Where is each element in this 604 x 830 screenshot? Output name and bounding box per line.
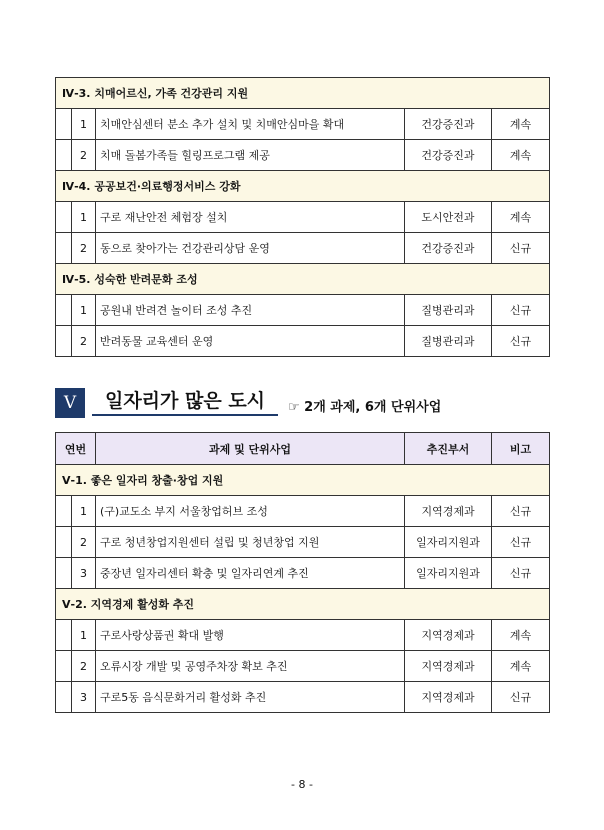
task-name: 반려동물 교육센터 운영 (96, 326, 405, 357)
remark: 계속 (492, 620, 550, 651)
page-number: - 8 - (291, 778, 313, 791)
section-row (56, 264, 550, 295)
chapter-subtitle: ☞ 2개 과제, 6개 단위사업 (288, 400, 442, 415)
indent-cell (56, 620, 72, 651)
row-number: 2 (72, 651, 96, 682)
table-row (56, 682, 550, 713)
project-table-chapter-5 (55, 432, 550, 713)
table-row (56, 295, 550, 326)
task-name: 구로5동 음식문화거리 활성화 추진 (96, 682, 405, 713)
task-name: 치매안심센터 분소 추가 설치 및 치매안심마을 확대 (96, 109, 405, 140)
row-number: 1 (72, 496, 96, 527)
table-row (56, 527, 550, 558)
department: 일자리지원과 (405, 558, 492, 589)
task-name: 동으로 찾아가는 건강관리상담 운영 (96, 233, 405, 264)
table-row (56, 496, 550, 527)
task-name: 구로 청년창업지원센터 설립 및 청년창업 지원 (96, 527, 405, 558)
remark: 계속 (492, 202, 550, 233)
department: 건강증진과 (405, 233, 492, 264)
task-name: 중장년 일자리센터 확충 및 일자리연계 추진 (96, 558, 405, 589)
indent-cell (56, 326, 72, 357)
remark: 신규 (492, 233, 550, 264)
indent-cell (56, 651, 72, 682)
indent-cell (56, 295, 72, 326)
project-table-chapter-4 (55, 77, 550, 357)
task-name: 공원내 반려견 놀이터 조성 추진 (96, 295, 405, 326)
indent-cell (56, 558, 72, 589)
task-name: 구로 재난안전 체험장 설치 (96, 202, 405, 233)
indent-cell (56, 233, 72, 264)
section-title: Ⅴ-2. 지역경제 활성화 추진 (56, 589, 550, 620)
indent-cell (56, 109, 72, 140)
section-row (56, 171, 550, 202)
header-note: 비고 (492, 433, 550, 465)
indent-cell (56, 527, 72, 558)
table-row (56, 558, 550, 589)
section-title: Ⅳ-5. 성숙한 반려문화 조성 (56, 264, 550, 295)
section-row (56, 465, 550, 496)
header-dept: 추진부서 (405, 433, 492, 465)
department: 건강증진과 (405, 140, 492, 171)
table-row (56, 233, 550, 264)
row-number: 1 (72, 202, 96, 233)
indent-cell (56, 202, 72, 233)
row-number: 2 (72, 233, 96, 264)
remark: 신규 (492, 295, 550, 326)
department: 질병관리과 (405, 295, 492, 326)
section-title: Ⅳ-3. 치매어르신, 가족 건강관리 지원 (56, 78, 550, 109)
section-row (56, 78, 550, 109)
chapter-title: 일자리가 많은 도시 (92, 388, 278, 416)
section-title: Ⅴ-1. 좋은 일자리 창출·창업 지원 (56, 465, 550, 496)
table-row (56, 202, 550, 233)
header-task: 과제 및 단위사업 (96, 433, 405, 465)
row-number: 1 (72, 295, 96, 326)
table-row (56, 651, 550, 682)
row-number: 3 (72, 558, 96, 589)
section-title: Ⅳ-4. 공공보건·의료행정서비스 강화 (56, 171, 550, 202)
row-number: 2 (72, 527, 96, 558)
department: 지역경제과 (405, 620, 492, 651)
department: 도시안전과 (405, 202, 492, 233)
header-no: 연번 (56, 433, 96, 465)
table-header-row (56, 433, 550, 465)
department: 일자리지원과 (405, 527, 492, 558)
remark: 신규 (492, 558, 550, 589)
task-name: (구)교도소 부지 서울창업허브 조성 (96, 496, 405, 527)
department: 지역경제과 (405, 496, 492, 527)
indent-cell (56, 682, 72, 713)
remark: 계속 (492, 140, 550, 171)
department: 질병관리과 (405, 326, 492, 357)
table-row (56, 109, 550, 140)
department: 건강증진과 (405, 109, 492, 140)
indent-cell (56, 140, 72, 171)
section-row (56, 589, 550, 620)
task-name: 오류시장 개발 및 공영주차장 확보 추진 (96, 651, 405, 682)
table-row (56, 140, 550, 171)
task-name: 치매 돌봄가족들 힐링프로그램 제공 (96, 140, 405, 171)
remark: 신규 (492, 527, 550, 558)
remark: 계속 (492, 109, 550, 140)
chapter-numeral: Ⅴ (55, 388, 85, 418)
table-row (56, 620, 550, 651)
table-row (56, 326, 550, 357)
remark: 계속 (492, 651, 550, 682)
indent-cell (56, 496, 72, 527)
remark: 신규 (492, 326, 550, 357)
department: 지역경제과 (405, 682, 492, 713)
remark: 신규 (492, 682, 550, 713)
department: 지역경제과 (405, 651, 492, 682)
row-number: 2 (72, 140, 96, 171)
task-name: 구로사랑상품권 확대 발행 (96, 620, 405, 651)
row-number: 2 (72, 326, 96, 357)
row-number: 1 (72, 109, 96, 140)
remark: 신규 (492, 496, 550, 527)
row-number: 1 (72, 620, 96, 651)
row-number: 3 (72, 682, 96, 713)
